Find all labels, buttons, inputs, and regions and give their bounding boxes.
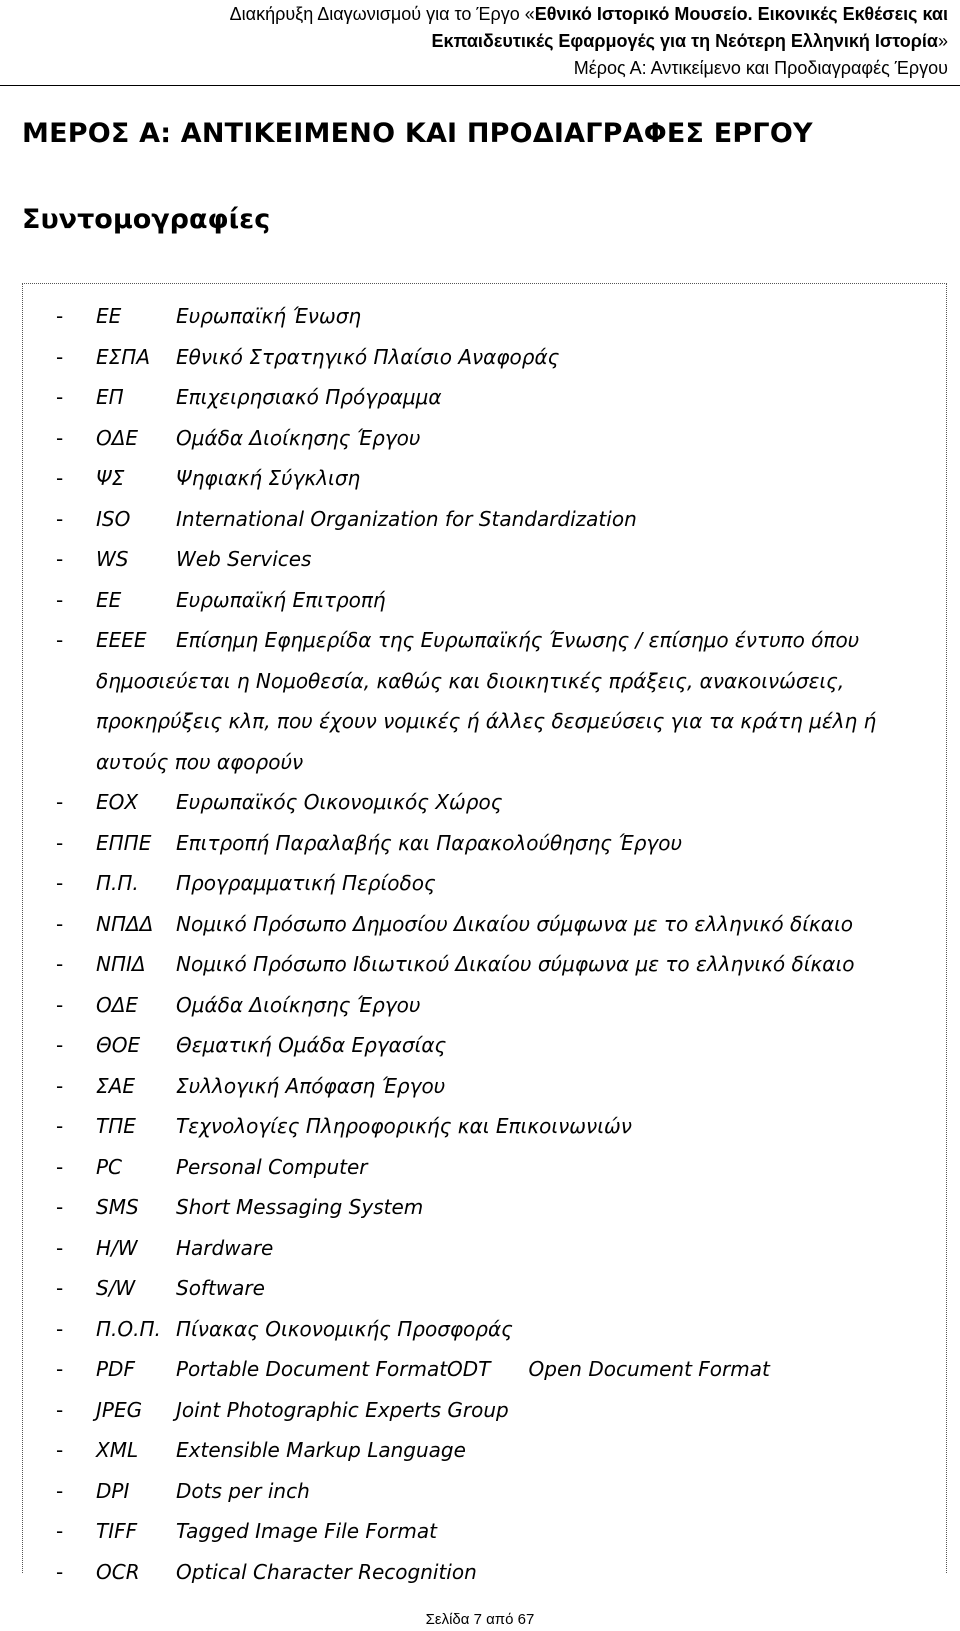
list-item [23, 823, 948, 864]
abbreviation: ΣΑΕ [96, 1073, 135, 1098]
list-item [23, 337, 948, 378]
list-dash: - [56, 304, 64, 328]
abbreviation: Π.Π. [96, 871, 139, 895]
header-line-2 [0, 28, 948, 55]
abbreviation-definition [23, 499, 948, 540]
list-item [23, 1147, 948, 1188]
definition-text: Νομικό Πρόσωπο Ιδιωτικού Δικαίου σύμφωνα με το ελληνικό δίκαιο [176, 952, 855, 976]
definition-text: Portable Document FormatODT Open Document Format [176, 1357, 770, 1381]
abbreviation: PDF [96, 1357, 135, 1381]
list-dash: - [56, 871, 64, 895]
definition-text: Optical Character Recognition [176, 1559, 477, 1584]
abbreviation-definition [23, 1187, 948, 1228]
definition-text: Dots per inch [176, 1478, 310, 1503]
list-item [23, 539, 948, 580]
list-dash: - [56, 1235, 64, 1260]
header-line-1-prefix: Διακήρυξη Διαγωνισμού για το Έργο « [229, 4, 535, 24]
abbreviation: ΕΠ [96, 385, 124, 409]
list-dash: - [56, 506, 64, 531]
list-item [23, 1309, 948, 1350]
definition-text: Επιχειρησιακό Πρόγραμμα [176, 385, 442, 409]
definition-text: Web Services [176, 547, 312, 571]
definition-text: Extensible Markup Language [176, 1438, 466, 1462]
abbreviation-definition [23, 296, 948, 337]
abbreviation: ΨΣ [96, 466, 125, 490]
list-dash: - [56, 1276, 64, 1300]
list-dash: - [56, 1195, 64, 1219]
abbreviation-definition [23, 377, 948, 418]
abbreviations-list [23, 296, 948, 1592]
list-item [23, 458, 948, 499]
list-item [23, 985, 948, 1026]
abbreviation-definition [23, 1228, 948, 1269]
abbreviation-definition [23, 1430, 948, 1471]
list-item [23, 1228, 948, 1269]
page-title: ΜΕΡΟΣ Α: ΑΝΤΙΚΕΙΜΕΝΟ ΚΑΙ ΠΡΟΔΙΑΓΡΑΦΕΣ ΕΡΓΟΥ [22, 118, 813, 149]
abbreviation: ΕΠΠΕ [96, 830, 152, 855]
list-dash: - [56, 1559, 64, 1584]
definition-text: Software [176, 1276, 265, 1300]
definition-text: Πίνακας Οικονομικής Προσφοράς [176, 1316, 513, 1341]
list-item [23, 1268, 948, 1309]
definition-text: Ψηφιακή Σύγκλιση [176, 466, 361, 490]
list-dash: - [56, 830, 64, 855]
definition-text: Νομικό Πρόσωπο Δημοσίου Δικαίου σύμφωνα με το ελληνικό δίκαιο [176, 911, 853, 936]
definition-text: Ευρωπαϊκός Οικονομικός Χώρος [176, 790, 503, 814]
definition-text: Joint Photographic Experts Group [176, 1397, 509, 1422]
abbreviation: ΟΔΕ [96, 425, 139, 450]
abbreviation: S/W [96, 1276, 136, 1300]
abbreviation-definition [23, 580, 948, 621]
abbreviation-definition [23, 904, 948, 945]
abbreviation: ΝΠΙΔ [96, 952, 146, 976]
abbreviation: ΕΕ [96, 304, 122, 328]
header-line-3: Μέρος Α: Αντικείμενο και Προδιαγραφές Έργου [573, 58, 948, 78]
definition-text: Συλλογική Απόφαση Έργου [176, 1073, 446, 1098]
list-dash: - [56, 1154, 64, 1179]
definition-text: Επίσημη Εφημερίδα της Ευρωπαϊκής Ένωσης / επίσημο έντυπο όπου [176, 628, 860, 652]
list-dash: - [56, 952, 64, 976]
definition-continuation: δημοσιεύεται η Νομοθεσία, καθώς και διοικητικές πράξεις, ανακοινώσεις, προκηρύξεις κλπ, που έχουν νομικές ή άλλες δεσμεύσεις για τα κράτη μέλη ή αυτούς που αφορούν [96, 668, 877, 774]
list-item [23, 620, 948, 782]
abbreviation: ΕΕ [96, 587, 122, 612]
definition-text: Hardware [176, 1235, 274, 1260]
abbreviation: WS [96, 547, 129, 571]
abbreviation-definition [23, 782, 948, 823]
list-dash: - [56, 1316, 64, 1341]
abbreviation: ΝΠΔΔ [96, 911, 154, 936]
list-item [23, 499, 948, 540]
section-title: Συντομογραφίες [22, 204, 271, 235]
list-item [23, 782, 948, 823]
abbreviation: ISO [96, 506, 131, 531]
list-dash: - [56, 466, 64, 490]
header-line-2-bold: Εκπαιδευτικές Εφαρμογές για τη Νεότερη Ελληνική Ιστορία [431, 31, 938, 51]
abbreviation-definition [23, 1511, 948, 1552]
list-item [23, 1552, 948, 1593]
definition-text: Ευρωπαϊκή Επιτροπή [176, 587, 386, 612]
list-item [23, 580, 948, 621]
abbreviations-box [22, 283, 947, 1584]
abbreviation-definition [23, 1552, 948, 1593]
definition-text: Επιτροπή Παραλαβής και Παρακολούθησης Έργου [176, 830, 683, 855]
list-item [23, 418, 948, 459]
abbreviation: JPEG [96, 1397, 143, 1422]
list-item [23, 1349, 948, 1390]
abbreviation-definition [23, 1390, 948, 1431]
list-item [23, 1511, 948, 1552]
list-dash: - [56, 344, 64, 369]
definition-text: Ευρωπαϊκή Ένωση [176, 304, 362, 328]
header-line-1 [0, 1, 948, 28]
abbreviation: ΟΔΕ [96, 992, 139, 1017]
list-dash: - [56, 628, 64, 652]
definition-text: Εθνικό Στρατηγικό Πλαίσιο Αναφοράς [176, 344, 560, 369]
abbreviation: TIFF [96, 1519, 138, 1543]
list-item [23, 944, 948, 985]
abbreviation-definition [23, 985, 948, 1026]
definition-text: Ομάδα Διοίκησης Έργου [176, 992, 421, 1017]
abbreviation-definition [23, 1147, 948, 1188]
definition-text: Θεματική Ομάδα Εργασίας [176, 1033, 447, 1057]
abbreviation: OCR [96, 1559, 140, 1584]
definition-text: International Organization for Standardization [176, 506, 637, 531]
abbreviation-definition [23, 539, 948, 580]
list-item [23, 1187, 948, 1228]
list-dash: - [56, 1397, 64, 1422]
page-footer: Σελίδα 7 από 67 [425, 1611, 535, 1628]
abbreviation-definition [23, 1066, 948, 1107]
list-item [23, 1025, 948, 1066]
list-dash: - [56, 1357, 64, 1381]
definition-text: Tagged Image File Format [176, 1519, 437, 1543]
abbreviation-definition [23, 1025, 948, 1066]
list-item [23, 1106, 948, 1147]
abbreviation: H/W [96, 1235, 138, 1260]
abbreviation: ΕΟΧ [96, 790, 139, 814]
list-dash: - [56, 547, 64, 571]
list-item [23, 1066, 948, 1107]
list-item [23, 296, 948, 337]
abbreviation: ΤΠΕ [96, 1114, 136, 1138]
abbreviation-definition [23, 944, 948, 985]
list-dash: - [56, 992, 64, 1017]
abbreviation-definition [23, 1268, 948, 1309]
abbreviation-definition [23, 1349, 948, 1390]
definition-text: Ομάδα Διοίκησης Έργου [176, 425, 421, 450]
abbreviation-definition [23, 1106, 948, 1147]
abbreviation-definition [23, 1471, 948, 1512]
header-line-2-suffix: » [937, 31, 948, 51]
abbreviation: ΕΕΕΕ [96, 628, 147, 652]
abbreviation: ΕΣΠΑ [96, 344, 150, 369]
abbreviation: ΘΟΕ [96, 1033, 141, 1057]
abbreviation-definition [23, 1309, 948, 1350]
list-dash: - [56, 1438, 64, 1462]
abbreviation: SMS [96, 1195, 139, 1219]
list-dash: - [56, 1073, 64, 1098]
abbreviation-definition [23, 620, 943, 782]
list-dash: - [56, 1478, 64, 1503]
abbreviation-definition [23, 823, 948, 864]
list-dash: - [56, 587, 64, 612]
definition-text: Personal Computer [176, 1154, 368, 1179]
abbreviation-definition [23, 458, 948, 499]
list-dash: - [56, 1033, 64, 1057]
list-item [23, 1430, 948, 1471]
abbreviation: PC [96, 1154, 123, 1179]
abbreviation: XML [96, 1438, 139, 1462]
abbreviation-definition [23, 337, 948, 378]
list-dash: - [56, 385, 64, 409]
list-item [23, 1471, 948, 1512]
definition-text: Short Messaging System [176, 1195, 424, 1219]
definition-text: Προγραμματική Περίοδος [176, 871, 436, 895]
list-item [23, 1390, 948, 1431]
page-header [0, 0, 960, 86]
abbreviation-definition [23, 863, 948, 904]
list-item [23, 904, 948, 945]
list-item [23, 377, 948, 418]
abbreviation: Π.Ο.Π. [96, 1316, 161, 1341]
abbreviation-definition [23, 418, 948, 459]
definition-text: Τεχνολογίες Πληροφορικής και Επικοινωνιών [176, 1114, 632, 1138]
list-dash: - [56, 790, 64, 814]
list-item [23, 863, 948, 904]
list-dash: - [56, 1519, 64, 1543]
list-dash: - [56, 1114, 64, 1138]
list-dash: - [56, 911, 64, 936]
abbreviation: DPI [96, 1478, 130, 1503]
header-line-1-bold: Εθνικό Ιστορικό Μουσείο. Εικονικές Εκθέσεις και [534, 4, 948, 24]
list-dash: - [56, 425, 64, 450]
